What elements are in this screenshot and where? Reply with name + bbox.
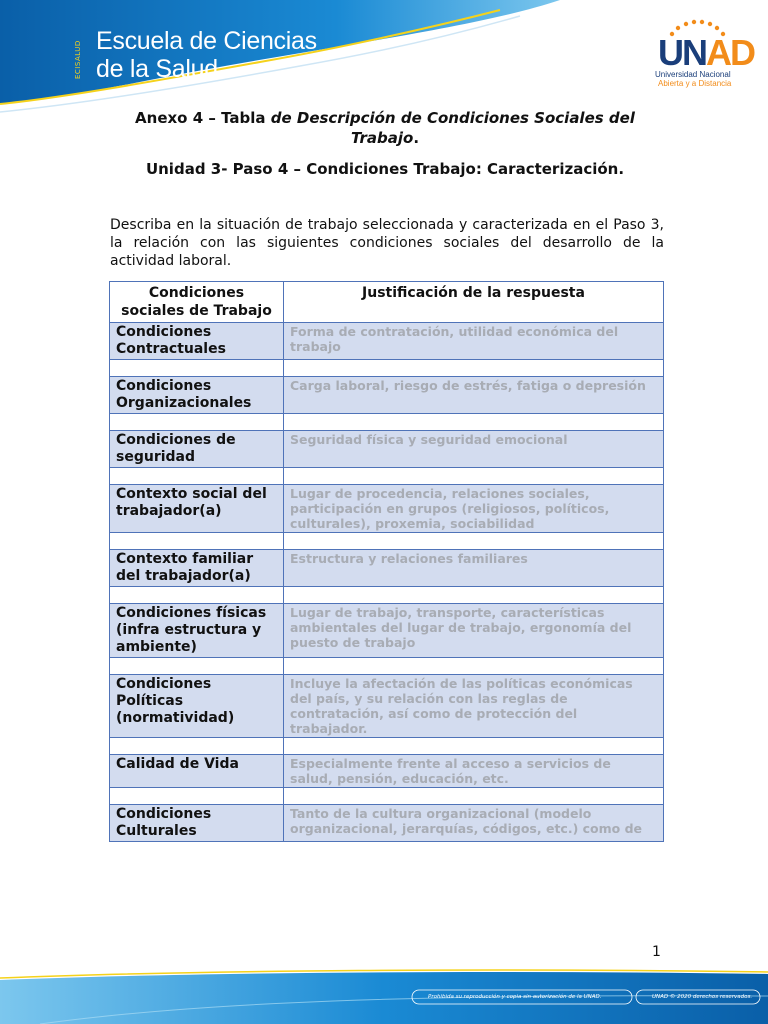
spacer-cell [284,468,664,485]
justification-cell[interactable]: Tanto de la cultura organizacional (modelo organizacional, jerarquías, códigos, etc.) como de [284,805,664,842]
spacer-cell [110,414,284,431]
table-spacer-row [110,587,664,604]
table-row [110,550,664,587]
table-row [110,485,664,533]
document-title [120,108,650,148]
table-spacer-row [110,533,664,550]
title-part2: de Descripción de Condiciones Sociales del [270,109,635,127]
spacer-cell [284,658,664,675]
justification-cell[interactable]: Incluye la afectación de las políticas económicas del país, y su relación con las reglas de contratación, así como de protección del trabajador. [284,675,664,738]
spacer-cell [110,738,284,755]
spacer-cell [110,658,284,675]
condition-label: Condiciones Contractuales [110,323,284,360]
table-header-row [110,282,664,323]
justification-cell[interactable]: Lugar de trabajo, transporte, características ambientales del lugar de trabajo, ergonomía del puesto de trabajo [284,604,664,658]
spacer-cell [110,468,284,485]
table-row [110,431,664,468]
table-row [110,805,664,842]
logo-tagline1: Universidad Nacional [655,70,731,79]
spacer-cell [284,360,664,377]
document-subtitle: Unidad 3- Paso 4 – Condiciones Trabajo: Caracterización. [145,160,625,178]
unad-logo [650,18,754,98]
page-number: 1 [652,944,661,960]
justification-cell[interactable]: Seguridad física y seguridad emocional [284,431,664,468]
condition-label: Condiciones Políticas (normatividad) [110,675,284,738]
page-header [0,0,768,115]
spacer-cell [110,788,284,805]
conditions-table [109,281,664,842]
school-vertical-label: ECISALUD [74,40,82,79]
justification-cell[interactable]: Lugar de procedencia, relaciones sociales, participación en grupos (religiosos, políticos, culturales), proxemia, sociabilidad [284,485,664,533]
intro-paragraph: Describa en la situación de trabajo seleccionada y caracterizada en el Paso 3, la relación con las siguientes condiciones sociales del desarrollo de la actividad laboral. [110,217,664,269]
table-spacer-row [110,468,664,485]
table-spacer-row [110,738,664,755]
title-part4: . [413,129,420,147]
justification-cell[interactable]: Estructura y relaciones familiares [284,550,664,587]
school-name-line2: de la Salud [96,55,218,83]
table-spacer-row [110,658,664,675]
footer-copyright: UNAD © 2020 derechos reservados. [652,994,753,1000]
page-footer [0,966,768,1024]
logo-wordmark-un: UN [658,32,706,73]
spacer-cell [284,587,664,604]
condition-label: Contexto familiar del trabajador(a) [110,550,284,587]
table-row [110,323,664,360]
logo-wordmark [658,32,754,74]
spacer-cell [110,533,284,550]
condition-label: Condiciones Culturales [110,805,284,842]
condition-label: Condiciones físicas (infra estructura y ambiente) [110,604,284,658]
condition-label: Condiciones de seguridad [110,431,284,468]
table-row [110,675,664,738]
column-header-conditions: Condiciones sociales de Trabajo [110,282,284,323]
logo-tagline2: Abierta y a Distancia [658,79,732,88]
condition-label: Condiciones Organizacionales [110,377,284,414]
justification-cell[interactable]: Especialmente frente al acceso a servicios de salud, pensión, educación, etc. [284,755,664,788]
title-part1: Anexo 4 – Tabla [135,109,271,127]
spacer-cell [284,533,664,550]
spacer-cell [110,360,284,377]
logo-wordmark-ad: AD [706,32,754,73]
footer-notice: Prohibida su reproducción y copia sin autorización de la UNAD. [428,994,602,1000]
justification-cell[interactable]: Forma de contratación, utilidad económica del trabajo [284,323,664,360]
table-row [110,755,664,788]
title-part3: Trabajo [350,129,414,147]
condition-label: Contexto social del trabajador(a) [110,485,284,533]
spacer-cell [284,738,664,755]
spacer-cell [110,587,284,604]
table-row [110,604,664,658]
condition-label: Calidad de Vida [110,755,284,788]
spacer-cell [284,414,664,431]
school-name-line1: Escuela de Ciencias [96,27,317,55]
table-spacer-row [110,360,664,377]
table-spacer-row [110,788,664,805]
table-spacer-row [110,414,664,431]
spacer-cell [284,788,664,805]
column-header-justification: Justificación de la respuesta [284,282,664,323]
justification-cell[interactable]: Carga laboral, riesgo de estrés, fatiga o depresión [284,377,664,414]
table-row [110,377,664,414]
